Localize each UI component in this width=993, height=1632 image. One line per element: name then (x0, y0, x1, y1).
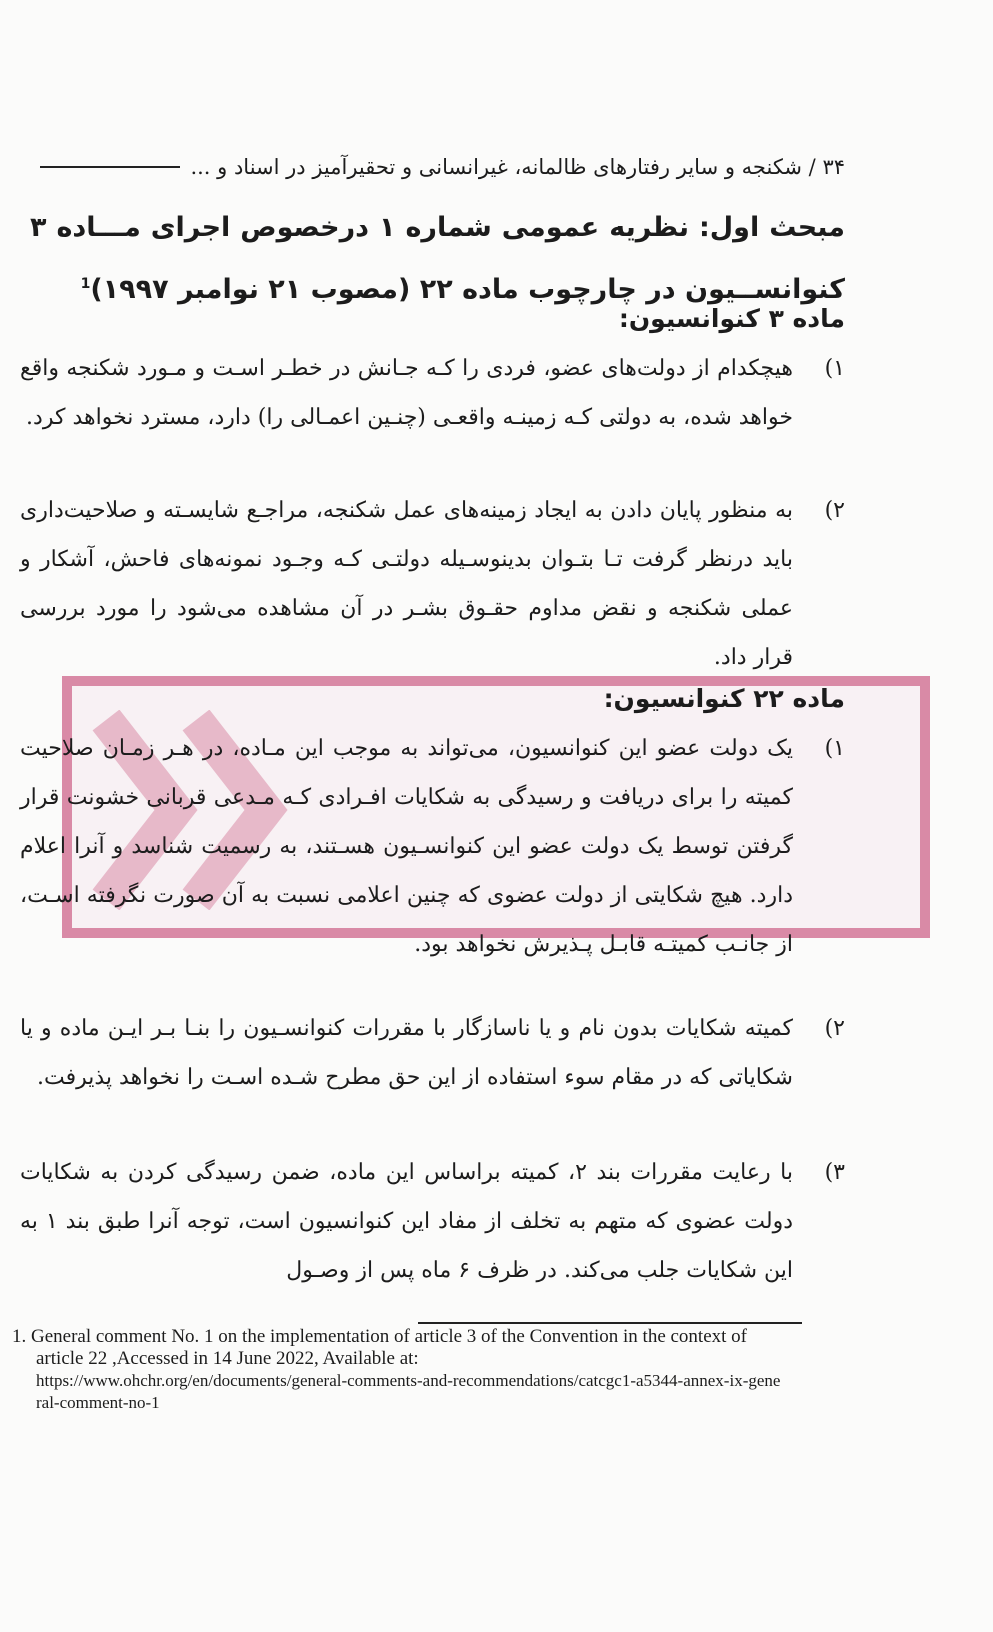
article-3-heading: ماده ۳ کنوانسیون: (618, 304, 845, 333)
clause-number: ۳) (824, 1160, 845, 1185)
clause-text: با رعایت مقررات بند ۲، کمیته براساس این ماده، ضمن رسیدگی کردن به شکایات دولت عضوی که متهم به تخلف از مفاد این کنوانسیون است، توجه آنرا طبق بند ۱ به این شکایات جلب می‌کند. در ظرف ۶ ماه پس از وصـول (20, 1160, 793, 1283)
footnote-text: General comment No. 1 on the implementation of article 3 of the Convention in the context of article 22 ,Accessed in 14 June 2022, Available at: (31, 1326, 747, 1369)
clause-number: ۱) (824, 736, 845, 761)
footnote-separator (418, 1322, 802, 1324)
section-title (30, 200, 845, 318)
article-22-heading: ماده ۲۲ کنوانسیون: (603, 684, 845, 713)
footnote (12, 1326, 783, 1414)
running-title: ۳۴ / شکنجه و سایر رفتارهای ظالمانه، غیرانسانی و تحقیرآمیز در اسناد و ... (190, 155, 845, 179)
article-3-clause-2 (20, 486, 845, 682)
article-22-clause-1 (20, 724, 845, 969)
footnote-line (12, 1326, 783, 1370)
article-3-clause-1 (20, 344, 845, 442)
running-header (40, 148, 845, 186)
footnote-url: https://www.ohchr.org/en/documents/general-comments-and-recommendations/catcgc1-a5344-annex-ix-general-comment-no-1 (36, 1371, 781, 1412)
clause-text: کمیته شکایات بدون نام و یا ناسازگار با مقررات کنوانسـیون را بنـا بـر ایـن ماده و یا شکایاتی که در مقام سوء استفاده از این حق مطرح شـده اسـت را نخواهد پذیرفت. (20, 1016, 793, 1090)
clause-number: ۲) (824, 498, 845, 523)
header-rule (40, 166, 180, 168)
article-22-clause-3 (20, 1148, 845, 1295)
footnote-number: 1. (12, 1326, 27, 1347)
article-22-clause-2 (20, 1004, 845, 1102)
clause-text: هیچکدام از دولت‌های عضو، فردی را کـه جـانش در خطـر اسـت و مـورد شکنجه واقع خواهد شده، به دولتی کـه زمینـه واقعـی (چنـین اعمـالی را) دارد، مسترد نخواهد کرد. (20, 356, 793, 430)
clause-number: ۱) (824, 356, 845, 381)
section-title-text: مبحث اول: نظریه عمومی شماره ۱ درخصوص اجرای مـــاده ۳ کنوانســیون در چارچوب ماده ۲۲ (مصوب ۲۱ نوامبر ۱۹۹۷) (30, 212, 845, 305)
footnote-mark: 1 (80, 276, 91, 292)
clause-text: یک دولت عضو این کنوانسیون، می‌تواند به موجب این مـاده، در هـر زمـان صلاحیت کمیته را برای دریافت و رسیدگی به شکایات افـرادی کـه مـدعی قربانی خشونت قرار گرفتن توسط یک دولت عضو این کنوانسـیون هسـتند، به رسمیت شناسد و آنرا اعلام دارد. هیچ شکایتی از دولت عضوی که چنین اعلامی نسبت به آن صورت نگرفته اسـت، از جانـب کمیتـه قابـل پـذیرش نخواهد بود. (20, 736, 794, 957)
clause-text: به منظور پایان دادن به ایجاد زمینه‌های عمل شکنجه، مراجـع شایسـته و صلاحیت‌داری باید درنظر گرفت تـا بتـوان بدینوسـیله دولتـی کـه وجـود نمونه‌های فاحش، آشکار و عملی شکنجه و نقض مداوم حقـوق بشـر در آن مشاهده می‌شود را مورد بررسی قرار داد. (20, 498, 793, 670)
clause-number: ۲) (824, 1016, 845, 1041)
